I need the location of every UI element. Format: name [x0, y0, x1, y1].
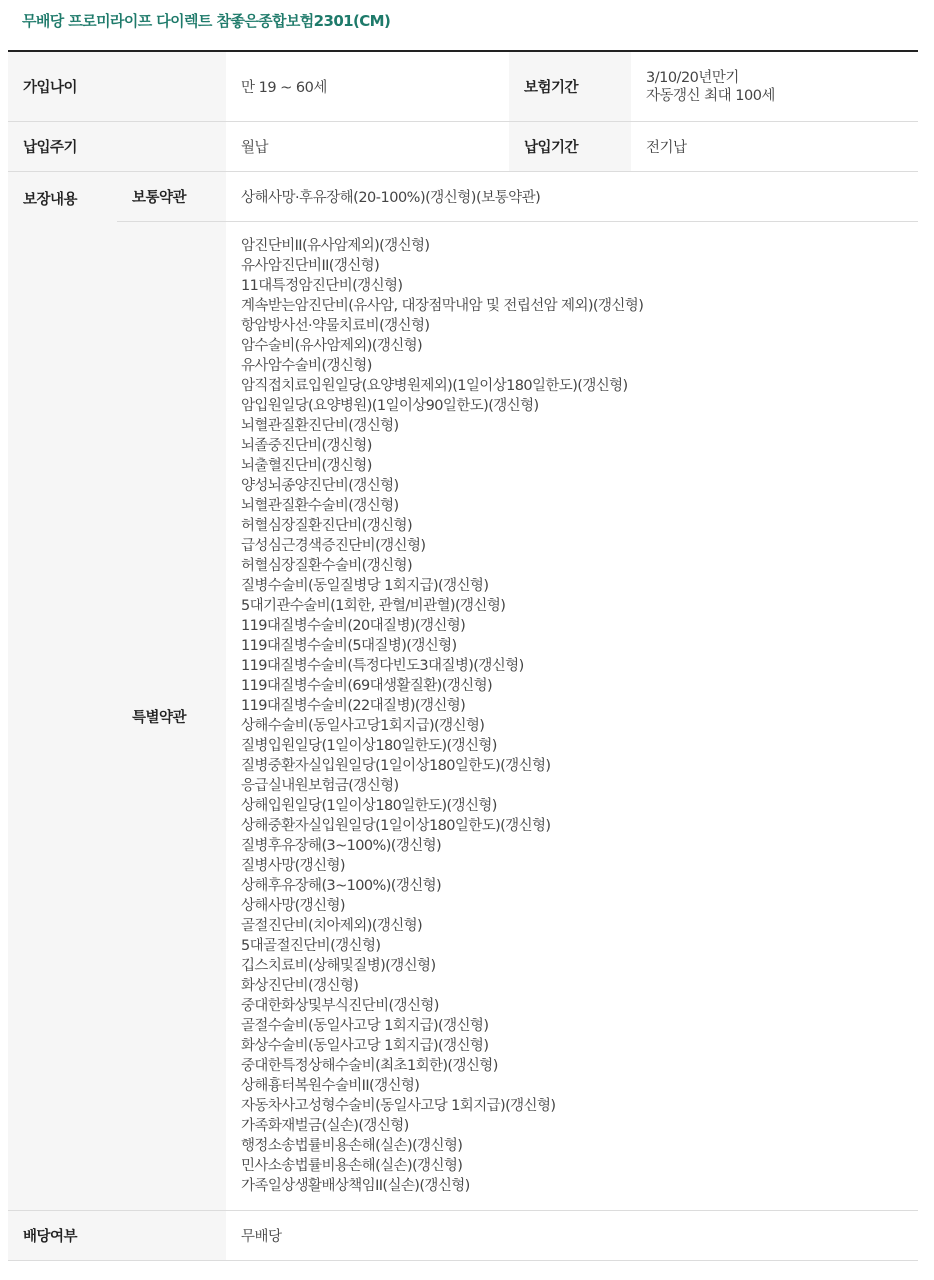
rider-item: 질병입원일당(1일이상180일한도)(갱신형): [241, 738, 497, 754]
rider-item: 화상수술비(동일사고당 1회지급)(갱신형): [241, 1038, 489, 1054]
rider-item: 질병후유장해(3~100%)(갱신형): [241, 838, 442, 854]
rider-item: 5대골절진단비(갱신형): [241, 938, 381, 954]
rider-items: [241, 236, 918, 1196]
rider-item: 행정소송법률비용손해(실손)(갱신형): [241, 1138, 463, 1154]
rider-item: 119대질병수술비(특정다빈도3대질병)(갱신형): [241, 658, 524, 674]
rider-item: 상해후유장해(3~100%)(갱신형): [241, 878, 442, 894]
rider-item: 응급실내원보험금(갱신형): [241, 778, 399, 794]
product-title: 무배당 프로미라이프 다이렉트 참좋은종합보험2301(CM): [22, 12, 391, 30]
join-age-row: [8, 51, 918, 122]
coverage-basic-row: [8, 172, 918, 222]
payment-period-label: 납입기간: [509, 122, 631, 172]
rider-item: 허혈심장질환수술비(갱신형): [241, 558, 412, 574]
rider-item: 유사암수술비(갱신형): [241, 358, 372, 374]
rider-item: 119대질병수술비(22대질병)(갱신형): [241, 698, 466, 714]
rider-item: 질병중환자실입원일당(1일이상180일한도)(갱신형): [241, 758, 551, 774]
rider-item: 중대한특정상해수술비(최초1회한)(갱신형): [241, 1058, 498, 1074]
rider-item: 뇌혈관질환수술비(갱신형): [241, 498, 399, 514]
rider-item: 상해중환자실입원일당(1일이상180일한도)(갱신형): [241, 818, 551, 834]
basic-terms-label: 보통약관: [117, 172, 226, 222]
rider-item: 자동차사고성형수술비(동일사고당 1회지급)(갱신형): [241, 1098, 556, 1114]
rider-item: 가족일상생활배상책임II(실손)(갱신형): [241, 1178, 470, 1194]
rider-item: 뇌출혈진단비(갱신형): [241, 458, 372, 474]
rider-item: 질병수술비(동일질병당 1회지급)(갱신형): [241, 578, 489, 594]
dividend-value: 무배당: [226, 1211, 918, 1261]
rider-item: 암입원일당(요양병원)(1일이상90일한도)(갱신형): [241, 398, 539, 414]
rider-item: 119대질병수술비(5대질병)(갱신형): [241, 638, 457, 654]
product-info-table: [8, 50, 918, 1261]
rider-item: 상해사망(갱신형): [241, 898, 345, 914]
join-age-label: 가입나이: [8, 51, 226, 122]
rider-item: 상해수술비(동일사고당1회지급)(갱신형): [241, 718, 485, 734]
dividend-label: 배당여부: [8, 1211, 226, 1261]
rider-item: 급성심근경색증진단비(갱신형): [241, 538, 426, 554]
dividend-row: [8, 1211, 918, 1261]
rider-item: 질병사망(갱신형): [241, 858, 345, 874]
rider-item: 11대특정암진단비(갱신형): [241, 278, 403, 294]
rider-item: 양성뇌종양진단비(갱신형): [241, 478, 399, 494]
rider-item: 중대한화상및부식진단비(갱신형): [241, 998, 439, 1014]
rider-item: 119대질병수술비(69대생활질환)(갱신형): [241, 678, 493, 694]
join-age-value: 만 19 ~ 60세: [226, 51, 509, 122]
rider-item: 유사암진단비II(갱신형): [241, 258, 380, 274]
insurance-period-line1: 3/10/20년만기: [646, 69, 739, 86]
rider-item: 5대기관수술비(1회한, 관혈/비관혈)(갱신형): [241, 598, 506, 614]
rider-item: 허혈심장질환진단비(갱신형): [241, 518, 412, 534]
rider-item: 상해입원일당(1일이상180일한도)(갱신형): [241, 798, 497, 814]
rider-item: 상해흉터복원수술비II(갱신형): [241, 1078, 420, 1094]
special-terms-list: [226, 222, 918, 1211]
coverage-special-row: [8, 222, 918, 1211]
rider-item: 화상진단비(갱신형): [241, 978, 359, 994]
special-terms-label: 특별약관: [117, 222, 226, 1211]
payment-cycle-label: 납입주기: [8, 122, 226, 172]
rider-item: 암직접치료입원일당(요양병원제외)(1일이상180일한도)(갱신형): [241, 378, 628, 394]
rider-item: 민사소송법률비용손해(실손)(갱신형): [241, 1158, 463, 1174]
coverage-label: [8, 172, 117, 1211]
payment-period-value: 전기납: [631, 122, 918, 172]
payment-cycle-value: 월납: [226, 122, 509, 172]
insurance-period-label: 보험기간: [509, 51, 631, 122]
rider-item: 깁스치료비(상해및질병)(갱신형): [241, 958, 436, 974]
coverage-label-text: 보장내용: [23, 192, 78, 208]
rider-item: 119대질병수술비(20대질병)(갱신형): [241, 618, 466, 634]
rider-item: 암진단비II(유사암제외)(갱신형): [241, 238, 430, 254]
rider-item: 뇌졸중진단비(갱신형): [241, 438, 372, 454]
basic-terms-value: 상해사망·후유장해(20-100%)(갱신형)(보통약관): [226, 172, 918, 222]
rider-item: 암수술비(유사암제외)(갱신형): [241, 338, 423, 354]
insurance-period-value: [631, 51, 918, 122]
insurance-period-line2: 자동갱신 최대 100세: [646, 87, 775, 104]
rider-item: 항암방사선·약물치료비(갱신형): [241, 318, 430, 334]
rider-item: 계속받는암진단비(유사암, 대장점막내암 및 전립선암 제외)(갱신형): [241, 298, 644, 314]
rider-item: 골절진단비(치아제외)(갱신형): [241, 918, 423, 934]
rider-item: 뇌혈관질환진단비(갱신형): [241, 418, 399, 434]
payment-row: [8, 122, 918, 172]
rider-item: 가족화재벌금(실손)(갱신형): [241, 1118, 409, 1134]
rider-item: 골절수술비(동일사고당 1회지급)(갱신형): [241, 1018, 489, 1034]
